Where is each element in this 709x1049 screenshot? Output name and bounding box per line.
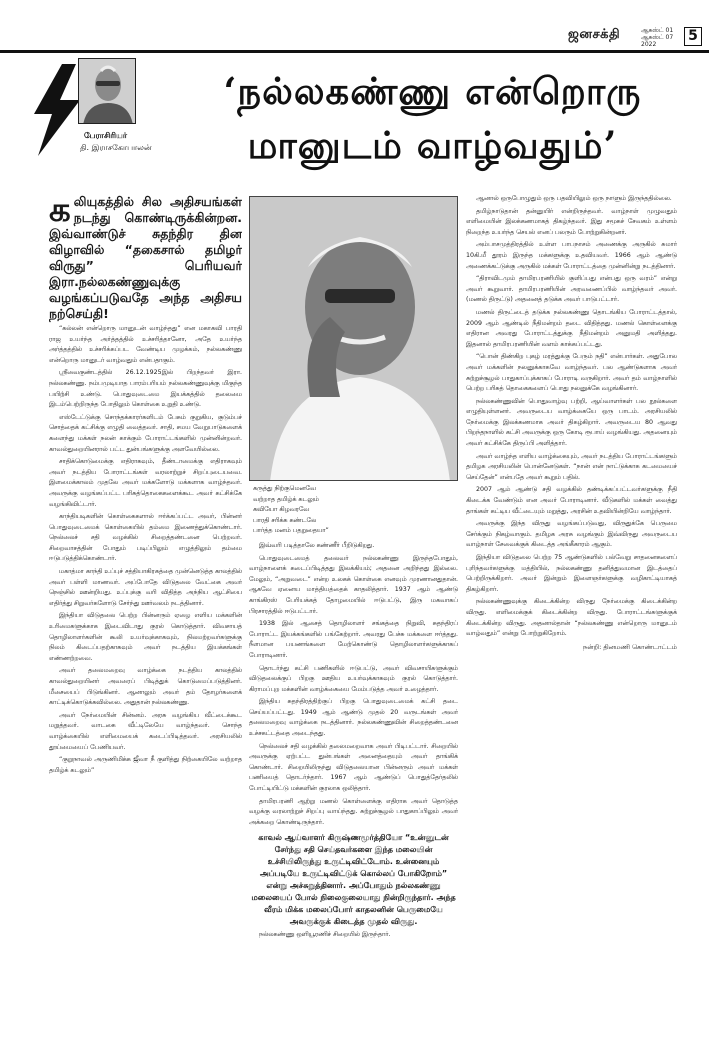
portrait-photo — [249, 196, 458, 481]
header-rule — [0, 50, 709, 53]
issue-dates — [641, 27, 681, 48]
date-line: 2022 — [641, 41, 657, 48]
paragraph: இந்திய சுதந்திரத்திற்குப் பிறகு பொதுவுடைமைக் கட்சி தடை செய்யப்பட்டது. 1949 ஆம் ஆண்டு முதல் 20 வருடங்கள் அவர் தலைமறைவு வாழ்க்கை நடத்தினார். நல்லகண்ணுவின் சிறைத்தண்டனை உச்சகட்டத்தை அடைந்தது. — [249, 698, 458, 738]
caption-line: பாரதி சரிக்க கண்டலே — [253, 516, 317, 524]
poem-caption — [253, 484, 458, 537]
paragraph: தொடர்ந்து கட்சி பணிகளில் ஈடுபட்டு, அவர் விவசாயிகளுக்கும் விடுதலைக்குப் பிறகு ஊதிய உயர்வுக்காகவும் குரல் கொடுத்தார். கிராமப்புற மக்களின் வாழ்க்கையை மேம்படுத்த அவர் உழைத்தார். — [249, 664, 458, 693]
headline — [165, 64, 700, 172]
author-photo — [78, 58, 136, 124]
paragraph: காந்தியடிகளின் கொள்கைகளால் ஈர்க்கப்பட்ட அவர், பின்னர் பொதுவுடைமைக் கொள்கையில் தம்மை இணைத்துக்கொண்டார். நெல்லைச் சதி வழக்கில் சிறைத்தண்டனை பெற்றவர். சிறைவாசத்தின் போதும் படிப்பிலும் எழுத்திலும் தம்மை ஈடுபடுத்திக்கொண்டார். — [49, 513, 242, 563]
paragraph: அவர் நேர்மையின் சின்னம். அரசு வழங்கிய வீட்டைக்கூட மறுத்தவர். வாடகை வீட்டிலேயே வாழ்ந்தவர். சொந்த வாழ்க்கையில் எளிமையைக் கடைப்பிடித்தவர். அரசியலில் தூய்மையைப் பேணியவர். — [49, 711, 242, 751]
author-name: தி. இராசகோபாலன் — [80, 143, 152, 152]
date-line: ஆகஸ்ட் 07 — [641, 34, 674, 41]
headline-line-1: ‘நல்லகண்ணு என்றொரு — [223, 69, 642, 113]
paragraph: 1938 இல் ஆசைத் தொழிலாளர் சங்கத்தை நிறுவி, சுதந்திரப் போராட்ட இயக்கங்களில் பங்கேற்றார். அவரது பேச்சு மக்களை ஈர்த்தது. நீளமான பயணங்களை மேற்கொண்டு தொழிலாளர்களுக்காகப் போராடினார். — [249, 620, 458, 659]
column-2 — [249, 196, 458, 1040]
paragraph: எஸ்டேட்டுக்கு சொந்தக்காரர்களிடம் பேசும் குறுகிய, குடும்பச் சொத்தைக் கட்சிக்கு எழுதி வைத்தவர். சாதி, சமய வேறுபாடுகளைக் களைந்து மக்கள் நலன் காக்கும் போராட்டங்களில் முன்னின்றவர். காவல்துறையினரால் பட்ட துன்பங்களுக்கு அளவேயில்லை. — [49, 413, 242, 453]
author-role: பேராசிரியர் — [84, 131, 128, 140]
drop-cap: க — [49, 194, 71, 230]
paragraph: இவ்வரி படித்தாலே கண்ணீர் பீறிடுகிறது. — [259, 541, 375, 549]
paragraph: சாதிக்கொடுமைக்கு எதிராகவும், தீண்டாமைக்கு எதிராகவும் அவர் நடத்திய போராட்டங்கள் வரலாற்றுச் சிறப்புடையவை. இளமைக்காலம் முதலே அவர் மக்களோடு மக்களாக வாழ்ந்தவர். அவருக்கு வழங்கப்பட்ட பரிசுத்தொகைகளைக்கூட அவர் கட்சிக்கே வழங்கிவிட்டார். — [49, 458, 242, 508]
paragraph: இந்தியா விடுதலை பெற்ற 75 ஆண்டுகளில் பல்வேறு சாதனைகளைப் புரிந்தவர்களுக்கு மத்தியில், நல்லகண்ணு தனித்துவமான இடத்தைப் பெற்றிருக்கிறார். அவர் இன்றும் இளைஞர்களுக்கு வழிகாட்டியாகத் திகழ்கிறார். — [466, 554, 677, 593]
paragraph: “பொன் திண்கிற புகழ் மரத்துக்கு பேரும் நதி” என்பார்கள். அதுபோல அவர் மக்களின் நலனுக்காகவே வாழ்ந்தவர். பல ஆண்டுகளாக அவர் சுற்றுச்சூழல் பாதுகாப்புக்காகப் போராடி வருகிறார். அவர் தம் வாழ்நாளில் பெற்ற பரிசுத் தொகைகளைப் பொது நலனுக்கே வழங்கினார். — [466, 353, 677, 393]
paragraph: ஆனால் ஒருபோழுதும் ஒரு பதவியிலும் ஒரு நாளும் இருந்ததில்லை. — [476, 195, 672, 202]
date-line: ஆகஸ்ட் 01 — [641, 27, 674, 34]
paragraph: தாமிரபரணி ஆற்று மணல் கொள்ளைக்கு எதிராக அவர் தொடுத்த வழக்கு வரலாற்றுச் சிறப்பு வாய்ந்தது. சுற்றுச்சூழல் பாதுகாப்பிலும் அவர் அக்கறை கொண்டிருந்தார். — [249, 797, 458, 826]
lead-text: லியுகத்தில் சில அதிசயங்கள் நடந்து கொண்டிருக்கின்றன. இவ்வாண்டுச் சுதந்திர தின விழாவில் “தகைசால் தமிழர் விருது” பெரியவர் இரா.நல்லகண்ணுவுக்கு வழங்கப்படுவதே அந்த அதிசய நற்செய்தி! — [49, 194, 242, 321]
paragraph: அவருக்கு இந்த விருது வழங்கப்படுவது, விருதுக்கே பெருமை சேர்க்கும் நிகழ்வாகும். தமிழக அரசு வழங்கும் இவ்விருது அவருடைய வாழ்நாள் சேவைக்குக் கிடைத்த அங்கீகாரம் ஆகும். — [466, 520, 677, 549]
paragraph: நல்லகண்ணுவின் பொதுவாழ்வு பற்றி, ஆய்வாளர்கள் பல நூல்களை எழுதியுள்ளனர். அவருடைய வாழ்க்கையே ஒரு பாடம். அரசியலில் நேர்மைக்கு இலக்கணமாக அவர் திகழ்கிறார். அவருடைய 80 ஆவது பிறந்தநாளில் கட்சி அவருக்கு ஒரு கோடி ரூபாய் வழங்கியது. அதனையும் அவர் கட்சிக்கே திருப்பி அளித்தார். — [466, 397, 677, 448]
paragraph: மகாத்மா காந்தி உப்புச் சத்தியாகிரகத்தை முன்னெடுத்த காலத்தில் அவர் பள்ளி மாணவர். அப்போதே விடுதலை வேட்கை அவர் நெஞ்சில் ஊன்றியது. உப்புக்கு வரி விதித்த அந்நிய ஆட்சியை எதிர்த்து சிறுவர்களோடு சேர்ந்து ஊர்வலம் நடத்தினார். — [49, 568, 242, 607]
paragraph: 2007 ஆம் ஆண்டு சதி வழக்கில் தண்டிக்கப்பட்டவர்களுக்கு நீதி கிடைக்க வேண்டும் என அவர் போராடினார். வீடுகளில் மக்கள் வைத்து தாங்கள் கட்டிய வீட்டையும் மறுத்து, அரசின் உதவியின்றியே வாழ்ந்தார். — [466, 486, 677, 515]
paragraph: “திராவிடமும் தாமிரபரணியில் குளிப்பது என்பது ஒரு வரம்” என்று அவர் கூறுவார். தாமிரபரணியின் அரவணைப்பில் வாழ்ந்தவர் அவர். (மணல் திருட்டு) அதனைத் தடுக்க அவர் பாடுபட்டார். — [466, 275, 677, 304]
paragraph: பொதுவுடைமைத் தலைவர் நல்லகண்ணு இருந்தபோதும், வாழ்நாளைக் கடைப்பிடித்தது இலக்கியம்; அதனை அறிந்தது இல்லை. மேலும், “அறுவடை” என்ற உலகக் கொள்கை எனவும் முரணானதுதான். ஆகவே ஏனைய மாத்தியத்தைக் காதலித்தார். 1937 ஆம் ஆண்டு காங்கிரஸ் பேரியக்கத் தோழமையில் ஈடுபட்டு, இரு மகவாகப் பிரசாரத்தில் ஈடுபட்டார். — [249, 554, 458, 615]
caption-line: கருத்து நிற்குமெனவே — [253, 485, 317, 492]
paragraph: “குறுநாவல் அருணிமிக்க ஜீவா நீ குளித்து நிற்கையிலே வற்றாத தமிழ்க் கடலும்” — [49, 756, 242, 774]
page-number: 5 — [684, 27, 702, 46]
paragraph: அம்பாசமுத்திரத்தில் உள்ள பாபநாசம் அணைக்கு அருகில் சுமார் 10கி.மீ தூரம் இருந்த மக்களுக்கு உதவியவர். 1966 ஆம் ஆண்டு அணைக்கட்டுக்கு அருகில் மக்கள் போராட்டத்தை முன்னின்று நடத்தினார். — [466, 241, 677, 270]
caption-line: வற்றாத தமிழ்க் கடலும் — [253, 495, 319, 503]
paragraph: தமிழ்நாடுதான் தன்னுயிர் என்றிருந்தவர். வாழ்நாள் முழுவதும் எளிமையின் இலக்கணமாகத் திகழ்ந்தவர். இது சமூகச் சேவகம் உள்ளம் நிறைந்த உயர்ந்த செயல் எனப் பலரும் போற்றுகின்றனர். — [466, 207, 677, 236]
paragraph: அவர் வாழ்ந்த எளிய வாழ்க்கையும், அவர் நடத்திய போராட்டங்களும் தமிழக அரசியலின் பொன்னேடுகள். “நான் என் நாட்டுக்காக கடமையைச் செய்தேன்” என்பதே அவர் கூறும் பதில். — [466, 452, 677, 481]
caption-line: பார்த்த மனம் பதறுதையா” — [253, 527, 329, 535]
lightning-bolt-icon — [32, 64, 82, 156]
credit-line: நன்றி: தினமணி கொண்டாட்டம் — [583, 642, 677, 651]
paragraph: அவர் தலைமறைவு வாழ்க்கை நடத்திய காலத்தில் காவல்துறையினர் அவரைப் பிடித்துக் கொடுமைப்படுத்தினர். மீசையைப் பிடுங்கினர். ஆனாலும் அவர் தம் தோழர்களைக் காட்டிக்கொடுக்கவில்லை. அதுதான் நல்லகண்ணு. — [49, 667, 242, 707]
paragraph: நல்லகண்ணு ஒளியூரணிச் சிறையில் இருந்தார். — [259, 931, 391, 939]
headline-line-2: மானுடம் வாழ்வதும்’ — [247, 123, 618, 167]
paragraph: இந்தியா விடுதலை பெற்ற பின்னரும் ஏழை எளிய மக்களின் உரிமைகளுக்காக இடைவிடாது குரல் கொடுத்தார். விவசாயத் தொழிலாளர்களின் கூலி உயர்வுக்காகவும், நிலமற்றவர்களுக்கு நிலம் கிடைப்பதற்காகவும் அவர் நடத்திய இயக்கங்கள் எண்ணற்றவை. — [49, 612, 242, 662]
paragraph: நல்லகண்ணுவுக்கு கிடைக்கின்ற விருது நேர்மைக்கு கிடைக்கின்ற விருது. எளிமைக்குக் கிடைக்கின்ற விருது. போராட்டங்களுக்குக் கிடைக்கின்ற விருது. அதனால்தான் “நல்லகண்ணு என்றொரு மானுடம் வாழ்வதும்” என்று போற்றுகிறோம். — [466, 598, 677, 638]
masthead: ஜனசக்தி — [568, 27, 621, 42]
paragraph: ஸ்ரீவைகுண்டத்தில் 26.12.1925இல் பிறந்தவர் இரா. நல்லகண்ணு. நம்பமுடியாத பாரம்பரியம் நல்லகண்ணுவுக்கு மிகுந்த பயிற்சி உண்டு. பொதுவுடைமை இயக்கத்தில் தலைமை இடம்பெற்றிருந்த போதிலும் கொள்கை உறுதி உண்டு. — [49, 369, 242, 409]
paragraph: நெல்லைச் சதி வழக்கில் தலைமறைவாக அவர் பிடிபட்டார். சிறையில் அவருக்கு ஏற்பட்ட துன்பங்கள் அனைத்தையும் அவர் தாங்கிக் கொண்டார். சிறையிலிருந்து விடுதலையான பின்னரும் அவர் மக்கள் பணியைத் தொடர்ந்தார். 1967 ஆம் ஆண்டுப் பொதுத்தேர்தலில் போட்டியிட்டு மக்களின் குரலாக ஒலித்தார். — [249, 742, 458, 793]
paragraph: “கல்லன் என்றொரு மானுடன் வாழ்ந்தது” என மகாகவி பாரதி ராஜ உயர்ந்த அர்த்தத்தில் உச்சரித்தானோ, அதே உயர்ந்த அர்த்தத்தில் உச்சரிக்கப்பட வேண்டிய முழக்கம், நல்லகண்ணு என்றொரு மானுடர் வாழ்வதும் என்பதாகும். — [49, 325, 242, 364]
pull-quote: காவல் ஆய்வாளர் கிருஷ்ணமூர்த்தியோ “உன்னுடன் சேர்ந்து சதி செய்தவர்களை இந்த மலையின் உச்சியிலிருந்து உருட்டிவிட்டோம். உன்னையும் அப்படியே உருட்டிவிட்டுக் கொல்லப் போகிறோம்” என்று அச்சுறுத்தினார். அப்போதும் நல்லகண்ணு மலையைப் போல் நிலைகுலையாது நின்றிருந்தார். அந்த வீரம் மிக்க மலைப்போர் காதலனின் பெருமையே அவருக்குக் கிடைத்த முதல் விருது. — [251, 833, 456, 927]
paragraph: மணல் திருட்டைத் தடுக்க நல்லகண்ணு தொடங்கிய போராட்டத்தால், 2009 ஆம் ஆண்டில் நீதிமன்றம் தடை விதித்தது. மணல் கொள்ளைக்கு எதிரான அவரது போராட்டத்துக்கு நீதிமன்றம் அனுமதி அளித்தது. இதனால் தாமிரபரணியின் வளம் காக்கப்பட்டது. — [466, 308, 677, 348]
caption-line: கவியோ கிழவரவே — [253, 506, 310, 514]
lead-paragraph — [49, 194, 242, 322]
column-3 — [466, 194, 677, 1040]
column-1 — [49, 194, 242, 1040]
